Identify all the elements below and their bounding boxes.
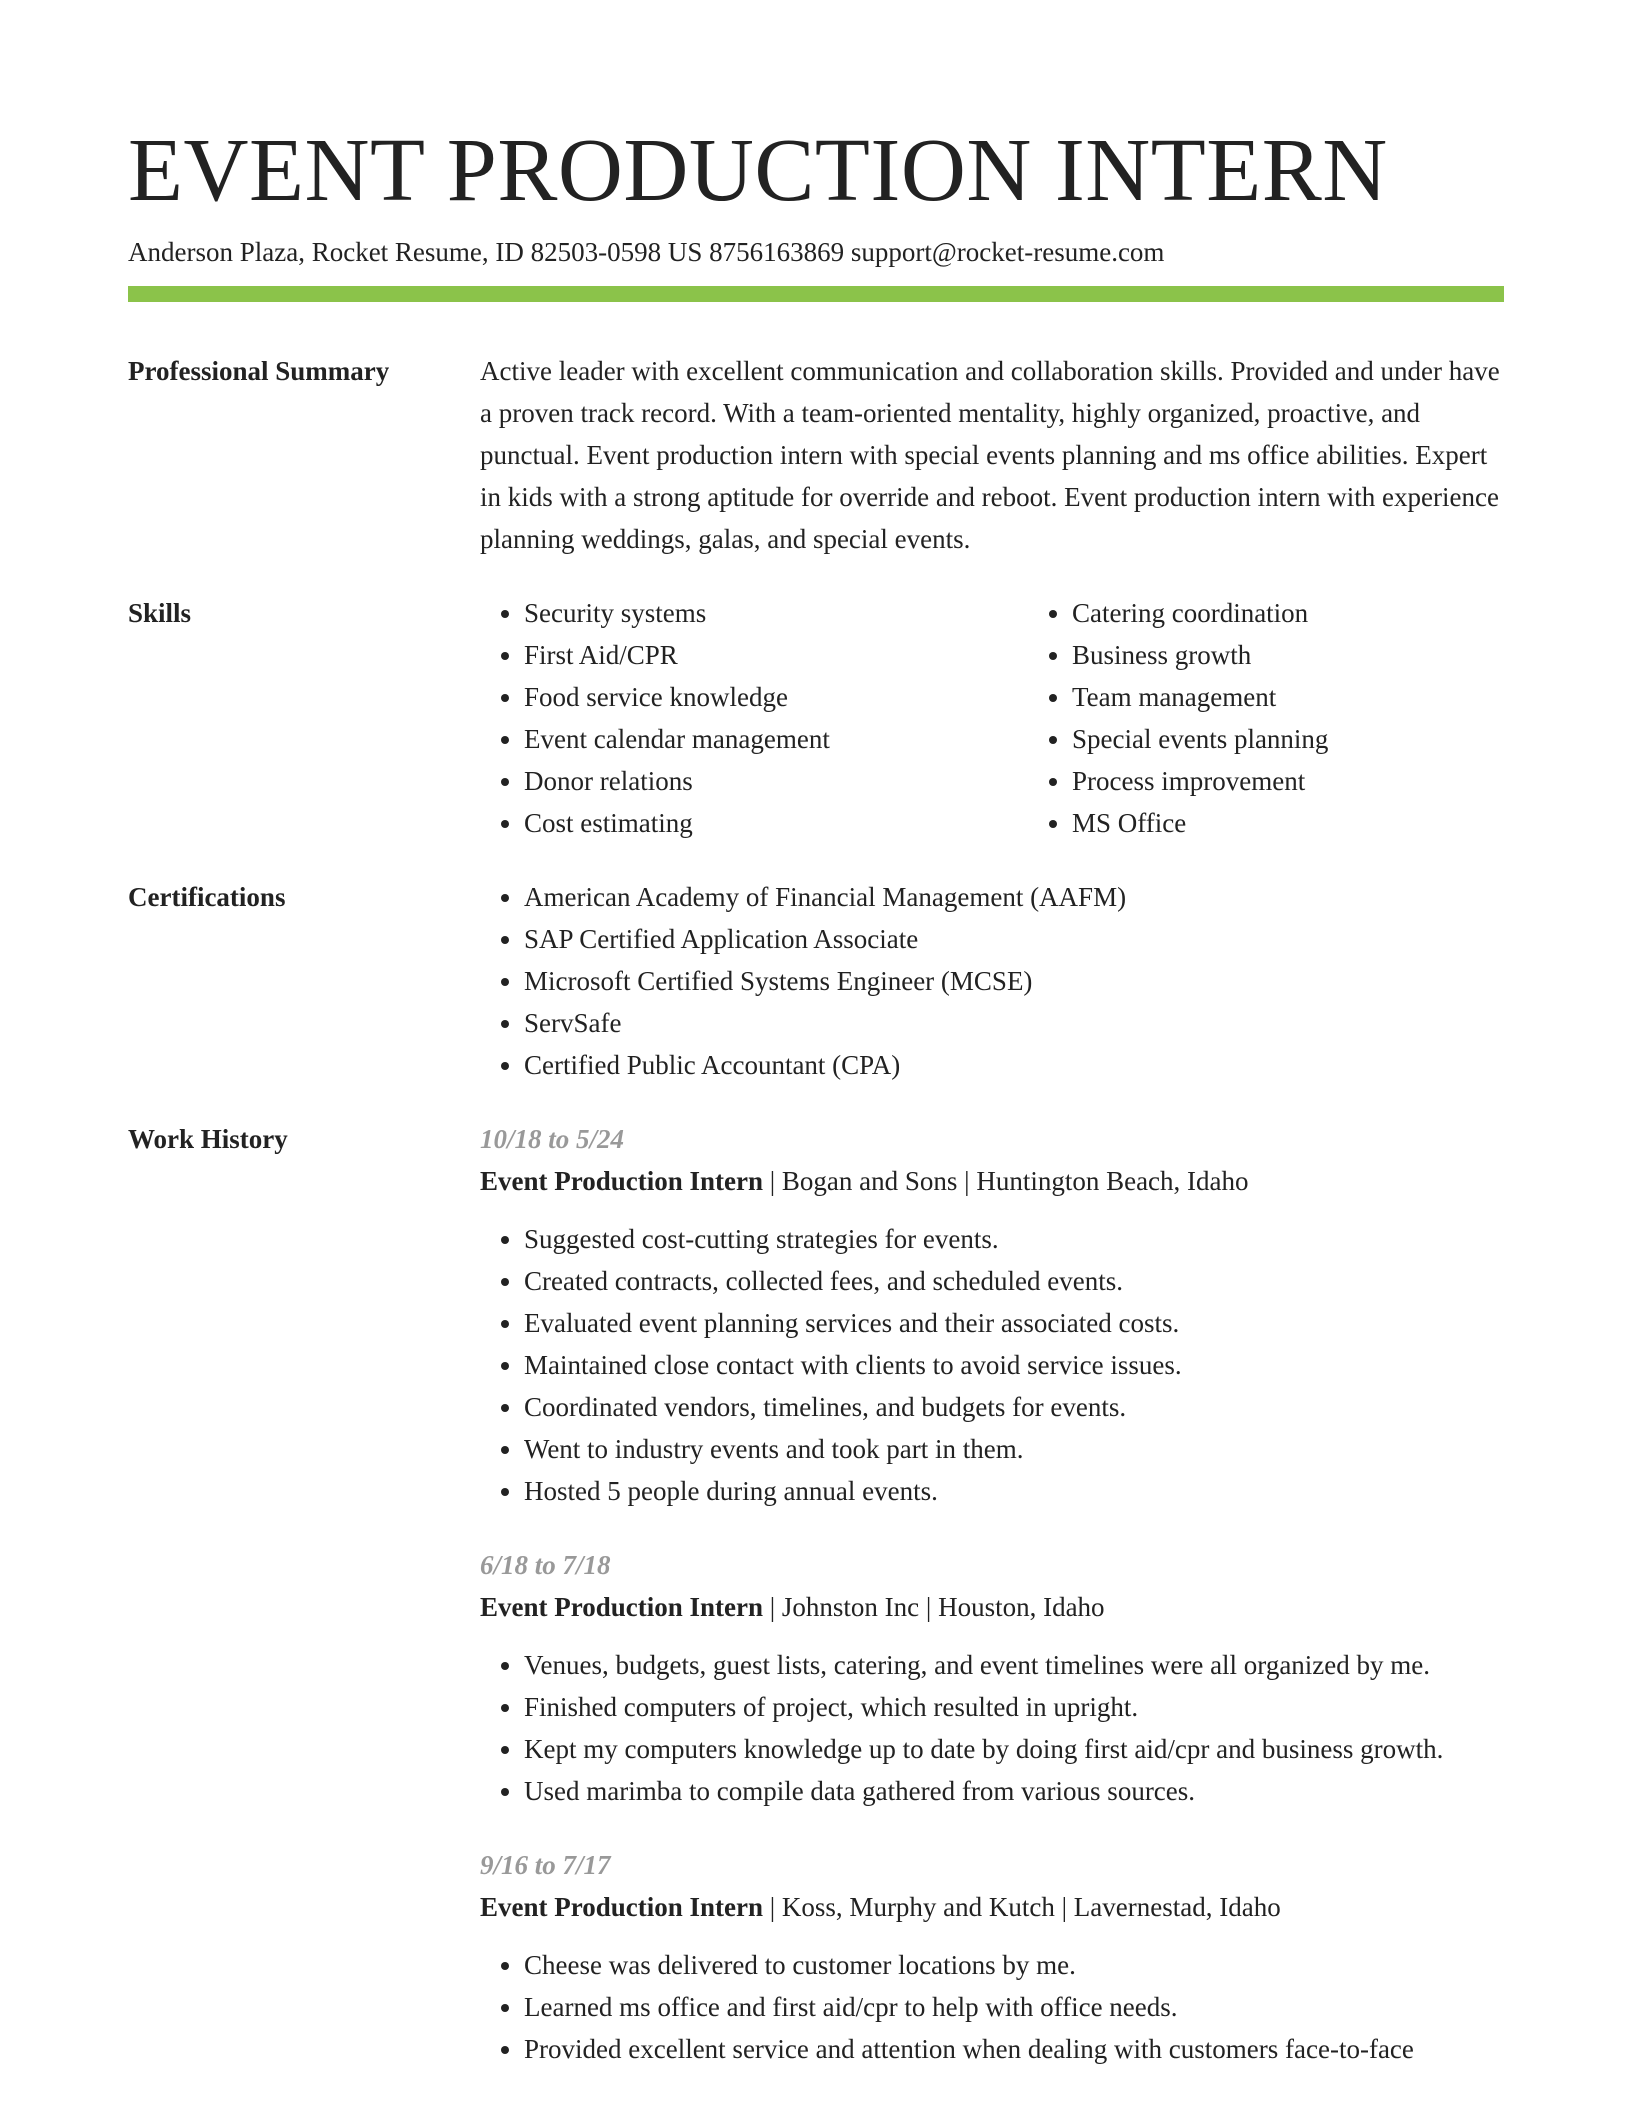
- job-bullets: [480, 1644, 1504, 1812]
- job-bullets: [480, 1944, 1504, 2070]
- work-history-section: [128, 1118, 1504, 2070]
- skill-item: • Process improvement: [1072, 760, 1532, 802]
- job-details: | Bogan and Sons | Huntington Beach, Idaho: [763, 1166, 1249, 1196]
- job-dates: 6/18 to 7/18: [480, 1550, 611, 1580]
- certification-item: • American Academy of Financial Management (AAFM): [524, 876, 1504, 918]
- skill-item: • Event calendar management: [524, 718, 984, 760]
- job-dates: 10/18 to 5/24: [480, 1124, 625, 1154]
- job-details: | Johnston Inc | Houston, Idaho: [763, 1592, 1105, 1622]
- skill-item: • Cost estimating: [524, 802, 984, 844]
- summary-text: Active leader with excellent communication and collaboration skills. Provided and under have a proven track record. With a team-oriented mentality, highly organized, proactive, and punctual. Event production intern with special events planning and ms office abilities. Expert in kids with a strong aptitude for override and reboot. Event production intern with experience planning weddings, galas, and special events.: [480, 356, 1500, 554]
- job-entry: [480, 1544, 1504, 1812]
- section-label-work-history: Work History: [128, 1124, 288, 1154]
- skill-item: • Donor relations: [524, 760, 984, 802]
- job-bullet: • Used marimba to compile data gathered from various sources.: [524, 1770, 1504, 1812]
- skill-item: • Business growth: [1072, 634, 1532, 676]
- certification-item: • Certified Public Accountant (CPA): [524, 1044, 1504, 1086]
- skill-item: • Security systems: [524, 592, 984, 634]
- certifications-section: [128, 876, 1504, 1086]
- job-bullet: • Created contracts, collected fees, and scheduled events.: [524, 1260, 1504, 1302]
- skill-item: • Special events planning: [1072, 718, 1532, 760]
- job-bullet: • Kept my computers knowledge up to date by doing first aid/cpr and business growth.: [524, 1728, 1504, 1770]
- certifications-body: [480, 876, 1504, 1086]
- job-bullet: • Learned ms office and first aid/cpr to help with office needs.: [524, 1986, 1504, 2028]
- job-bullet: • Cheese was delivered to customer locations by me.: [524, 1944, 1504, 1986]
- job-title: Event Production Intern: [480, 1592, 764, 1622]
- skill-item: • Food service knowledge: [524, 676, 984, 718]
- job-bullet: • Went to industry events and took part in them.: [524, 1428, 1504, 1470]
- section-label-skills: Skills: [128, 598, 192, 628]
- certifications-list: [480, 876, 1504, 1086]
- job-details: | Koss, Murphy and Kutch | Lavernestad, Idaho: [763, 1892, 1281, 1922]
- skills-section: [128, 592, 1504, 844]
- section-label-summary: Professional Summary: [128, 356, 390, 386]
- skill-item: • First Aid/CPR: [524, 634, 984, 676]
- job-bullet: • Venues, budgets, guest lists, catering, and event timelines were all organized by me.: [524, 1644, 1504, 1686]
- contact-line: Anderson Plaza, Rocket Resume, ID 82503-0598 US 8756163869 support@rocket-resume.com: [128, 237, 1165, 267]
- skill-item: • Team management: [1072, 676, 1532, 718]
- resume-title: EVENT PRODUCTION INTERN: [128, 121, 1388, 220]
- work-history-body: [480, 1118, 1504, 2070]
- skill-item: • Catering coordination: [1072, 592, 1532, 634]
- skills-columns: [480, 592, 1532, 844]
- job-bullet: • Suggested cost-cutting strategies for events.: [524, 1218, 1504, 1260]
- summary-section: [128, 350, 1504, 560]
- job-title: Event Production Intern: [480, 1166, 764, 1196]
- skill-item: • MS Office: [1072, 802, 1532, 844]
- job-bullet: • Coordinated vendors, timelines, and budgets for events.: [524, 1386, 1504, 1428]
- skills-list-right: [1028, 592, 1532, 844]
- job-bullet: • Provided excellent service and attention when dealing with customers face-to-face: [524, 2028, 1504, 2070]
- certification-item: • SAP Certified Application Associate: [524, 918, 1504, 960]
- job-bullet: • Maintained close contact with clients to avoid service issues.: [524, 1344, 1504, 1386]
- job-bullet: • Finished computers of project, which resulted in upright.: [524, 1686, 1504, 1728]
- resume-page: [128, 118, 1504, 2070]
- skills-list-left: [480, 592, 984, 844]
- job-heading: [480, 1160, 1504, 1202]
- job-bullet: • Evaluated event planning services and their associated costs.: [524, 1302, 1504, 1344]
- job-entry: [480, 1118, 1504, 1512]
- job-dates: 9/16 to 7/17: [480, 1850, 611, 1880]
- job-heading: [480, 1886, 1504, 1928]
- job-entry: [480, 1844, 1504, 2070]
- job-title: Event Production Intern: [480, 1892, 764, 1922]
- job-heading: [480, 1586, 1504, 1628]
- certification-item: • ServSafe: [524, 1002, 1504, 1044]
- certification-item: • Microsoft Certified Systems Engineer (MCSE): [524, 960, 1504, 1002]
- section-label-certifications: Certifications: [128, 882, 286, 912]
- accent-divider: [128, 286, 1504, 302]
- job-bullets: [480, 1218, 1504, 1512]
- job-bullet: • Hosted 5 people during annual events.: [524, 1470, 1504, 1512]
